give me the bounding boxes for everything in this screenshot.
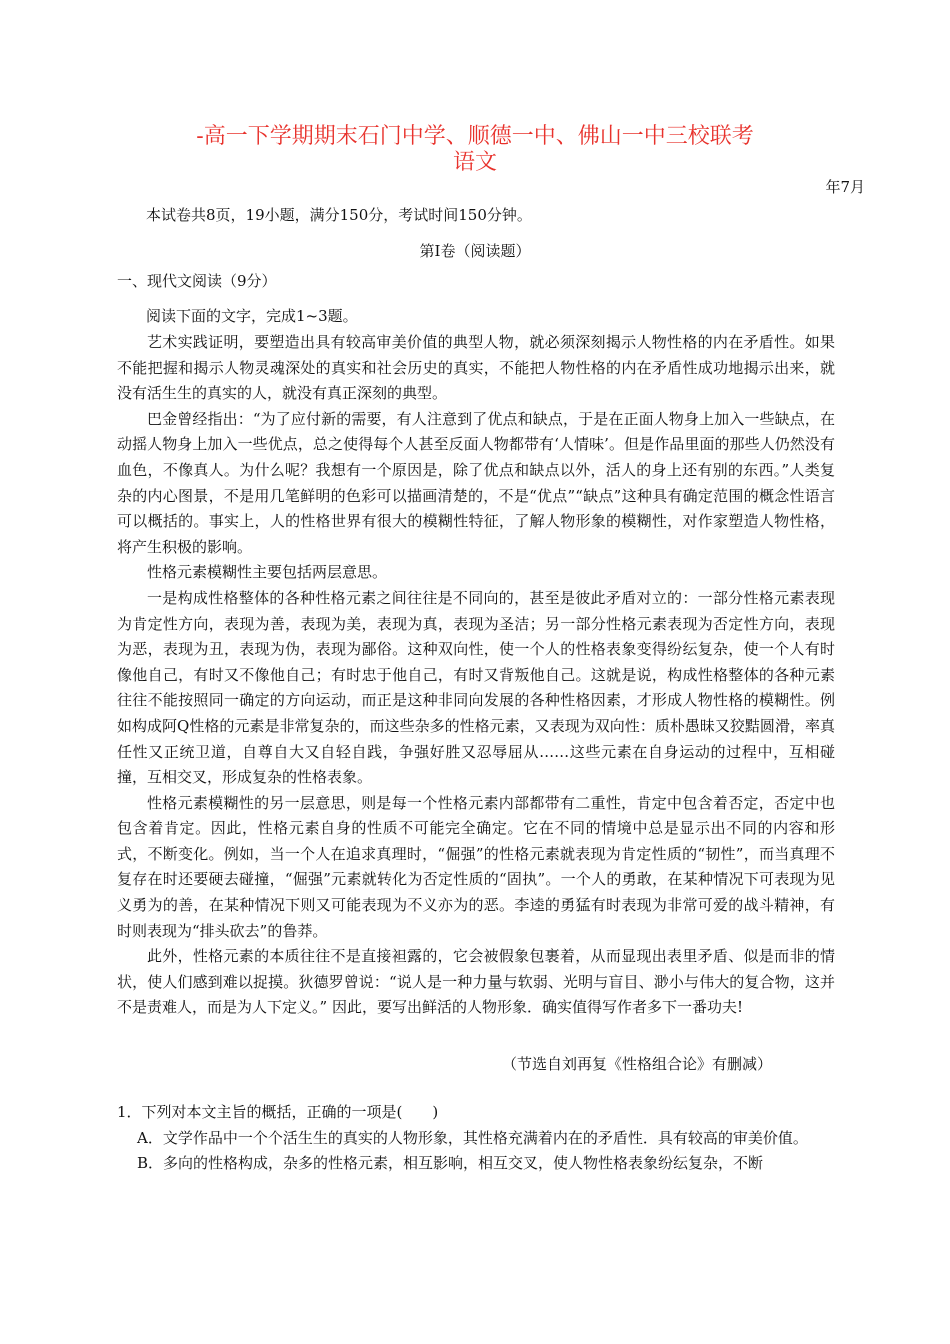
- question-option-a: A．文学作品中一个个活生生的真实的人物形象，其性格充满着内在的矛盾性．具有较高的审美价值。: [137, 1128, 808, 1147]
- passage-paragraph: 性格元素模糊性的另一层意思，则是每一个性格元素内部都带有二重性，肯定中包含着否定，否定中也包含着肯定。因此，性格元素自身的性质不可能完全确定。它在不同的情境中总是显示出不同的内容和形式，不断变化。例如，当一个人在追求真理时，“倔强”的性格元素就表现为肯定性质的“韧性”，而当真理不复存在时还要硬去碰撞，“倔强”元素就转化为否定性质的“固执”。一个人的勇敢，在某种情况下可表现为见义勇为的善，在某种情况下则又可能表现为不义亦为的恶。李逵的勇猛有时表现为非常可爱的战斗精神，有时则表现为“排头砍去”的鲁莽。: [117, 793, 835, 940]
- exam-title: -高一下学期期末石门中学、顺德一中、佛山一中三校联考: [196, 124, 754, 149]
- passage-paragraph: 性格元素模糊性主要包括两层意思。: [147, 563, 388, 582]
- question-block: [117, 1100, 835, 1177]
- passage-paragraph: 此外，性格元素的本质往往不是直接袒露的，它会被假象包裹着，从而显现出表里矛盾、似是而非的情状，使人们感到难以捉摸。狄德罗曾说：“说人是一种力量与软弱、光明与盲目、渺小与伟大的复合物，这并不是责难人，而是为人下定义。” 因此，要写出鲜活的人物形象．确实值得写作者多下一番功夫!: [117, 947, 835, 1017]
- passage-paragraph: 一是构成性格整体的各种性格元素之间往往是不同向的，甚至是彼此矛盾对立的：一部分性格元素表现为肯定性方向，表现为善，表现为美，表现为真，表现为圣洁；另一部分性格元素表现为否定性方向，表现为恶，表现为丑，表现为伪，表现为鄙俗。这种双向性，使一个人的性格表象变得纷纭复杂，使一个人有时像他自己，有时又不像他自己；有时忠于他自己，有时又背叛他自己。这就是说，构成性格整体的各种元素往往不能按照同一确定的方向运动，而正是这种非同向发展的各种性格因素，才形成人物性格的模糊性。例如构成阿Q性格的元素是非常复杂的，而这些杂多的性格元素，又表现为双向性：质朴愚昧又狡黠圆滑，率真任性又正统卫道，自尊自大又自轻自践，争强好胜又忍辱屈从……这些元素在自身运动的过程中，互相碰撞，互相交叉，形成复杂的性格表象。: [117, 588, 835, 787]
- reading-passage: [117, 330, 835, 1021]
- question-stem: 1．下列对本文主旨的概括，正确的一项是( ): [117, 1103, 439, 1121]
- reading-instruction: 阅读下面的文字，完成1~3题。: [146, 307, 358, 325]
- question-option-b: B．多向的性格构成，杂多的性格元素，相互影响，相互交叉，使人物性格表象纷纭复杂，不断: [137, 1154, 764, 1173]
- passage-paragraph: 巴金曾经指出：“为了应付新的需要，有人注意到了优点和缺点，于是在正面人物身上加入一些缺点，在动摇人物身上加入一些优点，总之使得每个人甚至反面人物都带有‘人情味’。但是作品里面的那些人仍然没有血色，不像真人。为什么呢？我想有一个原因是，除了优点和缺点以外，活人的身上还有别的东西。”人类复杂的内心图景，不是用几笔鲜明的色彩可以描画清楚的，不是“优点”“缺点”这种具有确定范围的概念性语言可以概括的。事实上，人的性格世界有很大的模糊性特征，了解人物形象的模糊性，对作家塑造人物性格，将产生积极的影响。: [117, 409, 835, 556]
- volume-heading: 第Ⅰ卷（阅读题）: [419, 242, 531, 260]
- exam-instructions: 本试卷共8页，19小题，满分150分，考试时间150分钟。: [146, 206, 532, 224]
- subject-title: 语文: [452, 150, 497, 175]
- exam-date: 年7月: [825, 178, 865, 196]
- passage-paragraph: 艺术实践证明，要塑造出具有较高审美价值的典型人物，就必须深刻揭示人物性格的内在矛盾性。如果不能把握和揭示人物灵魂深处的真实和社会历史的真实，不能把人物性格的内在矛盾性成功地揭示出来，就没有活生生的真实的人，就没有真正深刻的典型。: [117, 333, 835, 403]
- passage-source: （节选自刘再复《性格组合论》有删减）: [501, 1055, 772, 1073]
- section-heading: 一、现代文阅读（9分）: [117, 272, 277, 290]
